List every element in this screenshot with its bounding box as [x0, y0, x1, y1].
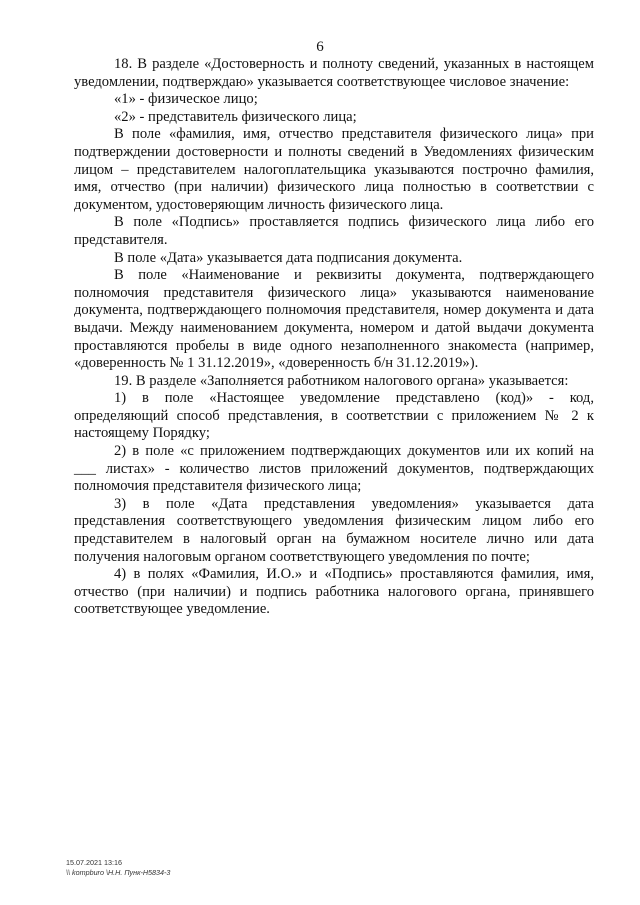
paragraph-representative-name: В поле «фамилия, имя, отчество представителя физического лица» при подтверждении достоверности и полноты сведений в Уведомлениях физическим лицом – представителем налогоплательщика указываются построчно фамилия, имя, отчество (при наличии) физического лица полностью в соответствии с документом, удостоверяющим личность физического лица.	[74, 126, 594, 213]
footer-timestamp: 15.07.2021 13:16	[66, 858, 122, 867]
paragraph-18-intro: 18. В разделе «Достоверность и полноту сведений, указанных в настоящем уведомлении, подтверждаю» указывается соответствующее числовое значение:	[74, 56, 594, 90]
page-number: 6	[316, 39, 324, 55]
document-body	[74, 56, 594, 619]
paragraph-19-intro: 19. В разделе «Заполняется работником налогового органа» указывается:	[114, 372, 569, 389]
paragraph-19-item-1: 1) в поле «Настоящее уведомление представлено (код)» - код, определяющий способ представления, в соответствии с приложением № 2 к настоящему Порядку;	[74, 390, 594, 442]
paragraph-signature: В поле «Подпись» проставляется подпись физического лица либо его представителя.	[74, 214, 594, 248]
paragraph-date: В поле «Дата» указывается дата подписания документа.	[114, 249, 463, 266]
list-item-value-2: «2» - представитель физического лица;	[114, 108, 357, 125]
paragraph-authority-document: В поле «Наименование и реквизиты документа, подтверждающего полномочия представителя физического лица» указываются наименование документа, подтверждающего полномочия представителя, номер документа и дата выдачи. Между наименованием документа, номером и датой выдачи документа проставляются пробелы в виде одного незаполненного знакоместа (например, «доверенность № 1 31.12.2019», «доверенность б/н 31.12.2019»).	[74, 267, 594, 372]
paragraph-19-item-2: 2) в поле «с приложением подтверждающих документов или их копий на ___ листах» - количество листов приложений документов, подтверждающих полномочия представителя физического лица;	[74, 443, 594, 495]
paragraph-19-item-4: 4) в полях «Фамилия, И.О.» и «Подпись» проставляются фамилия, имя, отчество (при наличии) и подпись работника налогового органа, принявшего соответствующее уведомление.	[74, 566, 594, 618]
footer-file-path: \\ kompburo \Н.Н. Пунк-Н5834-3	[66, 867, 171, 877]
footer-stamp	[66, 858, 170, 877]
paragraph-19-item-3: 3) в поле «Дата представления уведомления» указывается дата представления соответствующего уведомления физическим лицом либо его представителем в налоговый орган на бумажном носителе лично или дата получения налоговым органом соответствующего уведомления по почте;	[74, 495, 594, 565]
list-item-value-1: «1» - физическое лицо;	[114, 91, 258, 108]
